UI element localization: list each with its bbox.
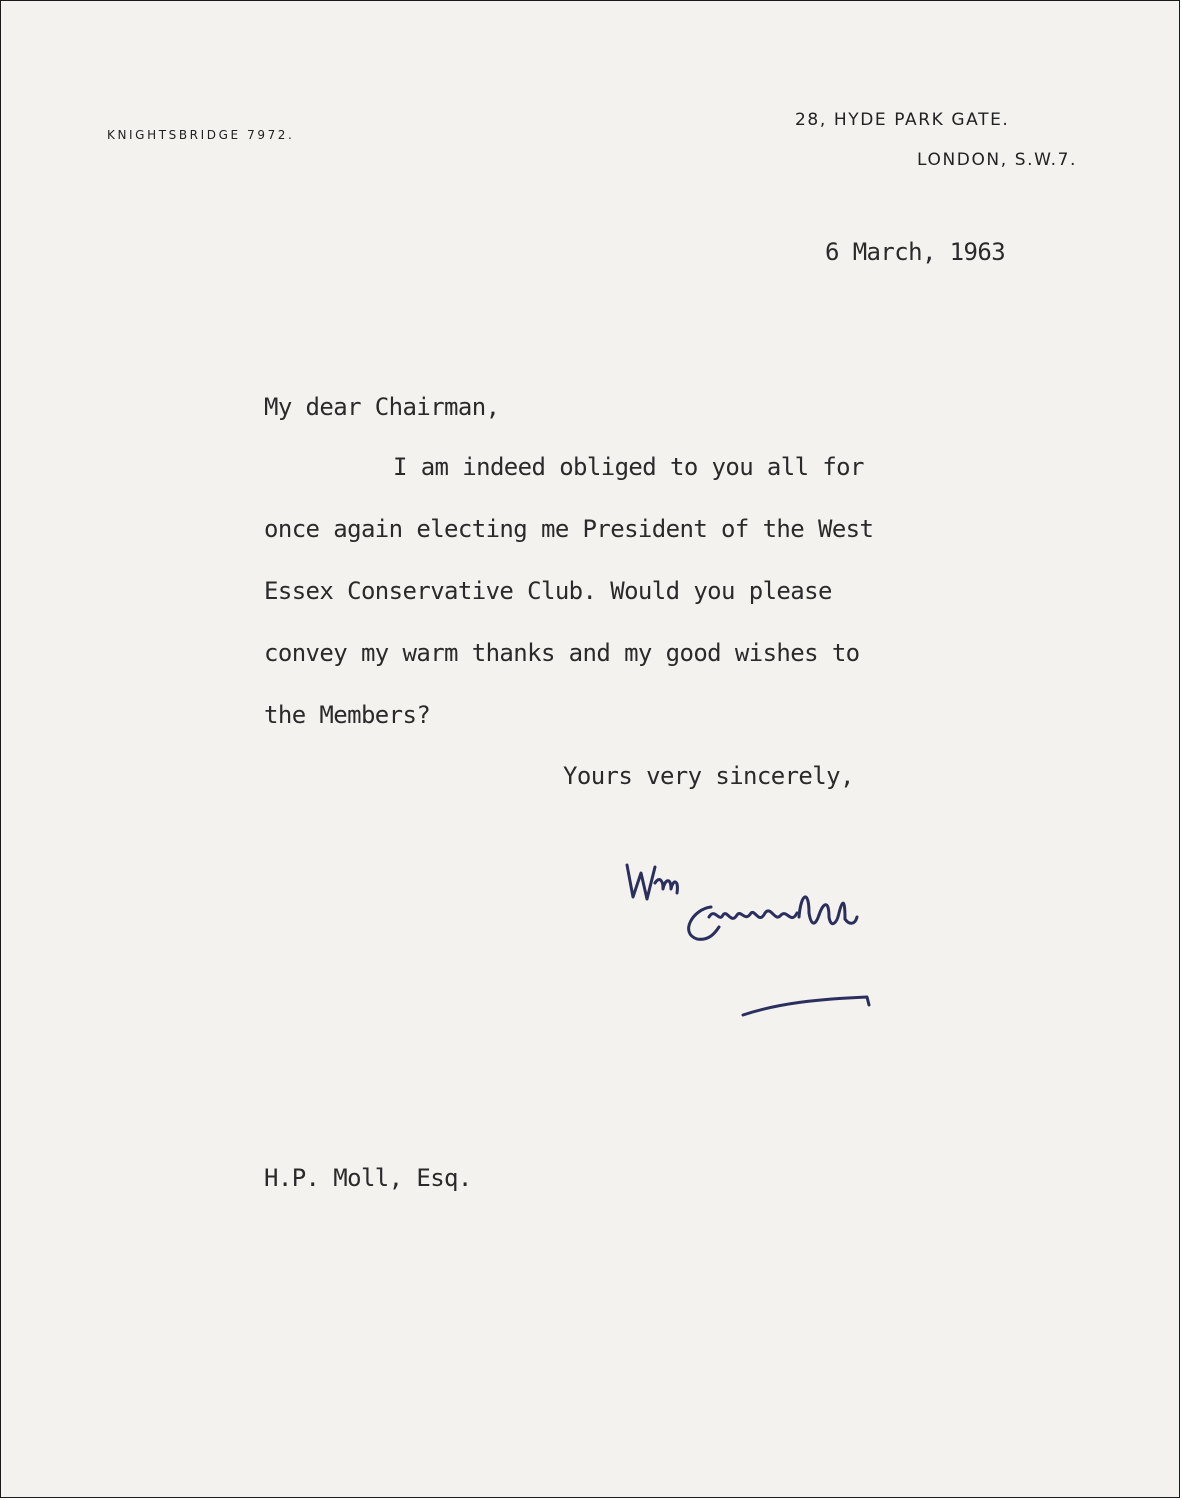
letterhead-phone: KNIGHTSBRIDGE 7972. [107, 128, 295, 142]
letter-salutation: My dear Chairman, [264, 393, 500, 421]
letterhead-address-line2: LONDON, S.W.7. [917, 150, 1078, 170]
body-line: once again electing me President of the West [264, 515, 874, 543]
letterhead-address-line1: 28, HYDE PARK GATE. [795, 110, 1010, 130]
letter-closing: Yours very sincerely, [563, 762, 854, 790]
letter-recipient: H.P. Moll, Esq. [264, 1164, 472, 1192]
handwritten-signature [619, 853, 879, 1023]
letter-date: 6 March, 1963 [825, 238, 1006, 266]
body-line: the Members? [264, 701, 431, 729]
body-line: Essex Conservative Club. Would you please [264, 577, 832, 605]
body-line: convey my warm thanks and my good wishes to [264, 639, 860, 667]
body-line: I am indeed obliged to you all for [393, 453, 864, 481]
